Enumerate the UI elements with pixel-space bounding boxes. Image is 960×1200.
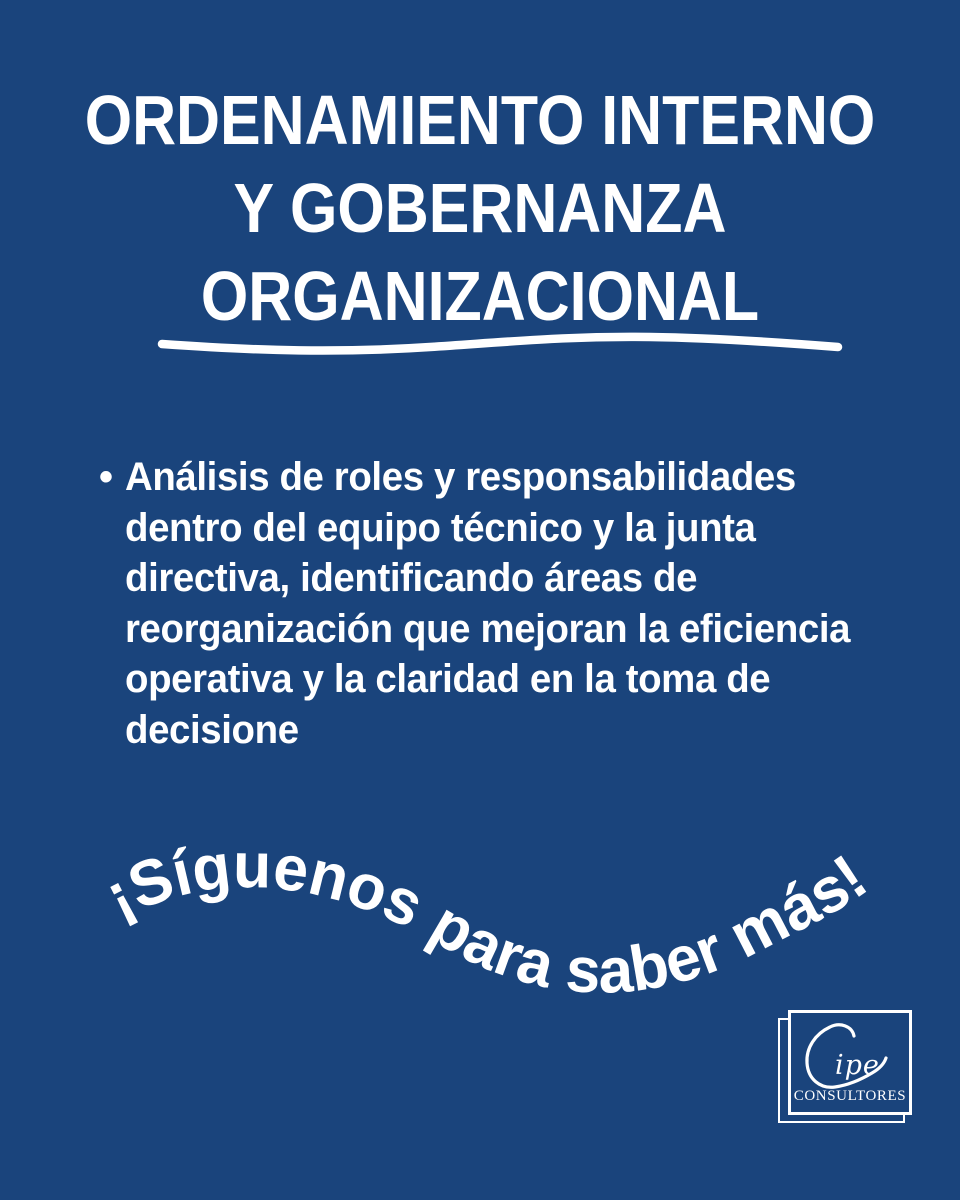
title-underline xyxy=(0,320,960,370)
logo-subtitle: CONSULTORES xyxy=(793,1088,907,1104)
cipe-logo-script xyxy=(791,1017,909,1093)
bullet-text-line: operativa y la claridad en la toma de xyxy=(125,657,771,701)
follow-cta-text: ¡Síguenos para saber más! xyxy=(93,829,880,1008)
bullet-text xyxy=(125,452,850,755)
logo-front-frame xyxy=(788,1010,912,1115)
brand-logo xyxy=(778,1010,928,1132)
bullet-item xyxy=(99,452,880,755)
bullet-text-line: reorganización que mejoran la eficiencia xyxy=(125,606,851,651)
bullet-marker: • xyxy=(99,455,114,499)
title-line-2: Y GOBERNANZA xyxy=(233,169,727,247)
bullet-text-line: directiva, identificando áreas de xyxy=(125,556,698,600)
page-title xyxy=(62,76,897,340)
bullet-text-line: dentro del equipo técnico y la junta xyxy=(125,505,756,550)
title-line-1: ORDENAMIENTO INTERNO xyxy=(84,81,876,159)
bullet-text-line: Análisis de roles y responsabilidades xyxy=(125,455,796,499)
logo-script-tail: ipe xyxy=(835,1050,880,1081)
bullet-text-line: decisione xyxy=(125,707,299,752)
title-line-3: ORGANIZACIONAL xyxy=(200,257,760,335)
